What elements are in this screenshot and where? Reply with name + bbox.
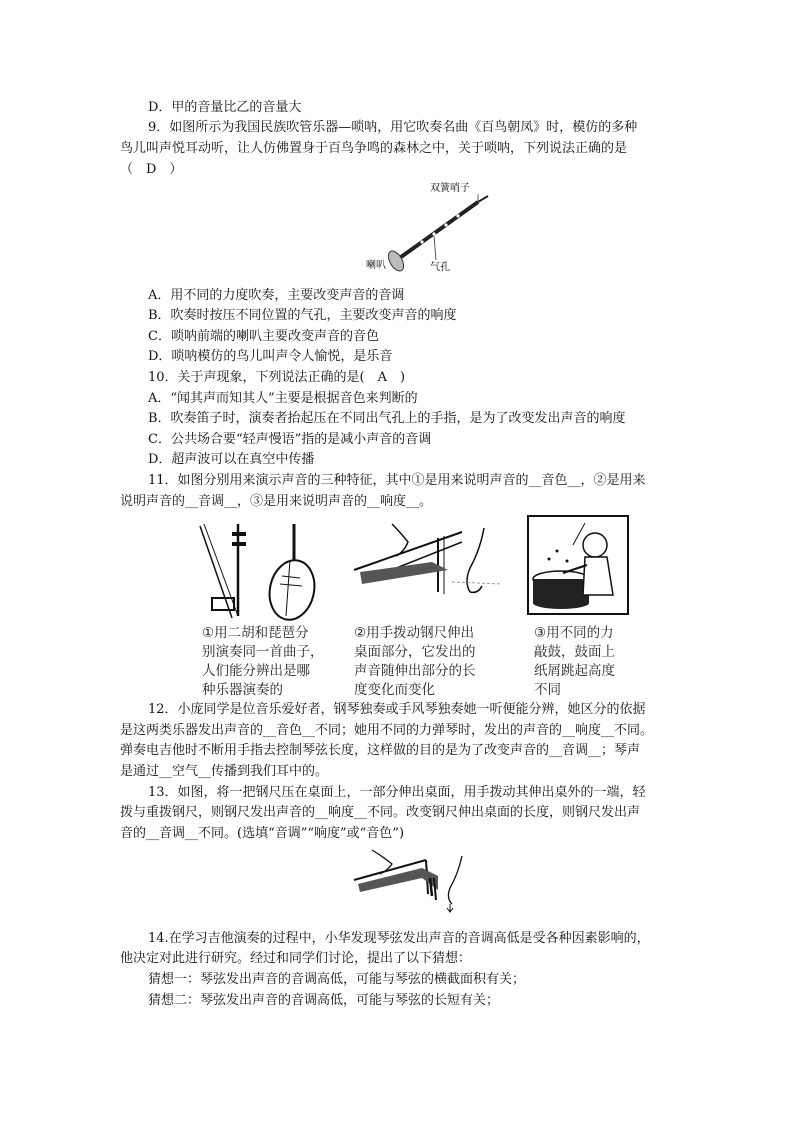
q13-stem-line1: 13．如图，将一把钢尺压在桌面上，一部分伸出桌面，用手拨动其伸出桌外的一端，轻: [148, 785, 646, 800]
q10-stem: 10．关于声现象，下列说法正确的是( A ): [148, 370, 406, 385]
q9-stem-line2: 鸟儿叫声悦耳动听，让人仿佛置身于百鸟争鸣的森林之中，关于唢呐，下列说法正确的是: [120, 141, 628, 156]
q11-stem-line2: 说明声音的__音调__，③是用来说明声音的__响度__。: [120, 494, 433, 509]
q14-guess-2: 猜想二：琴弦发出声音的音调高低，可能与琴弦的长短有关；: [148, 993, 500, 1008]
q14-guess-1: 猜想一：琴弦发出声音的音调高低，可能与琴弦的横截面积有关；: [148, 972, 526, 987]
q9-stem-line1: 9．如图所示为我国民族吹管乐器—唢呐，用它吹奏名曲《百鸟朝凤》时，模仿的多种: [148, 120, 638, 135]
caption-3: ③用不同的力 敲鼓，鼓面上 纸屑跳起高度 不同: [534, 625, 615, 698]
reed-label: 双簧哨子: [430, 183, 470, 194]
q14-stem-line2: 他决定对此进行研究。经过和同学们讨论，提出了以下猜想：: [120, 951, 472, 966]
erhu-pipa-figure: [198, 520, 340, 624]
q13-stem-line3: 音的__音调__不同。(选填“音调”“响度”或“音色”): [120, 826, 405, 841]
q9-option-c: C．唢呐前端的喇叭主要改变声音的音色: [148, 329, 379, 344]
q9-option-b: B．吹奏时按压不同位置的气孔，主要改变声音的响度: [148, 308, 457, 323]
caption-1: ①用二胡和琵琶分 别演奏同一首曲子， 人们能分辨出是哪 种乐器演奏的: [202, 625, 324, 698]
caption-2: ②用手拨动钢尺伸出 桌面部分，它发出的 声音随伸出部分的长 度变化而变化: [354, 625, 476, 698]
holes-label: 气孔: [430, 262, 450, 273]
q10-option-c: C．公共场合要“轻声慢语”指的是减小声音的音调: [148, 432, 432, 447]
horn-label: 喇叭: [366, 260, 386, 271]
q12-stem-line4: 是通过__空气__传播到我们耳中的。: [120, 764, 329, 779]
q10-option-a: A．“闻其声而知其人”主要是根据音色来判断的: [148, 391, 418, 406]
suona-figure: [366, 178, 506, 278]
q11-stem-line1: 11．如图分别用来演示声音的三种特征，其中①是用来说明声音的__音色__，②是用来: [148, 473, 646, 488]
q12-stem-line3: 弹奏电吉他时不断用手指去控制琴弦长度，这样做的目的是为了改变声音的__音调__；琴声: [120, 743, 641, 758]
q14-stem-line1: 14.在学习吉他演奏的过程中，小华发现琴弦发出声音的音调高低是受各种因素影响的，: [148, 931, 650, 946]
ruler-figure: [352, 522, 506, 626]
q10-option-d: D．超声波可以在真空中传播: [148, 452, 315, 467]
q13-stem-line2: 拨与重拨钢尺，则钢尺发出声音的__响度__不同。改变钢尺伸出桌面的长度，则钢尺发出声: [120, 805, 641, 820]
q9-option-a: A．用不同的力度吹奏，主要改变声音的音调: [148, 288, 405, 303]
q12-stem-line1: 12．小庞同学是位音乐爱好者，钢琴独奏或手风琴独奏她一听便能分辨，她区分的依据: [148, 702, 646, 717]
ruler-desk-figure: [352, 848, 474, 914]
q8-option-d: D．甲的音量比乙的音量大: [148, 100, 302, 115]
q9-answer: （ D ）: [120, 162, 183, 177]
q10-option-b: B．吹奏笛子时，演奏者抬起压在不同出气孔上的手指，是为了改变发出声音的响度: [148, 411, 626, 426]
q12-stem-line2: 是这两类乐器发出声音的__音色__不同；她用不同的力弹琴时，发出的声音的__响度__不同。: [120, 723, 654, 738]
q9-option-d: D．唢呐模仿的鸟儿叫声令人愉悦，是乐音: [148, 349, 393, 364]
drum-figure: [527, 515, 629, 615]
